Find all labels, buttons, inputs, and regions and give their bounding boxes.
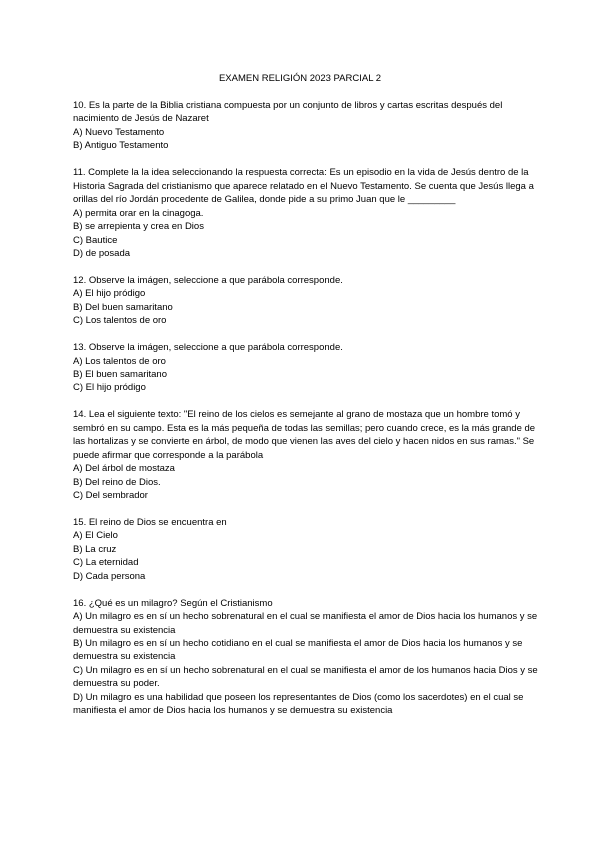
question-12 <box>73 274 538 328</box>
answer-option: A) Los talentos de oro <box>73 355 166 367</box>
answer-option: A) Nuevo Testamento <box>73 126 165 138</box>
question-text: 16. ¿Qué es un milagro? Según el Cristianismo <box>73 597 273 609</box>
answer-option: C) El hijo pródigo <box>73 382 146 394</box>
answer-option: B) El buen samaritano <box>73 369 167 381</box>
answer-option: A) permita orar en la cinagoga. <box>73 207 204 219</box>
answer-option: A) Del árbol de mostaza <box>73 463 175 475</box>
answer-option: A) El hijo pródigo <box>73 288 146 300</box>
question-10 <box>73 99 538 153</box>
question-text: 13. Observe la imágen, seleccione a que parábola corresponde. <box>73 342 343 354</box>
question-list <box>73 99 538 731</box>
answer-option: B) Del buen samaritano <box>73 301 173 313</box>
question-14 <box>73 408 538 502</box>
answer-option: B) se arrepienta y crea en Dios <box>73 221 204 233</box>
answer-option: D) Un milagro es una habilidad que poseen los representantes de Dios (como los sacerdotes) en el cual se manifiesta el amor de Dios hacia los humanos y se demuestra su existencia <box>73 691 524 717</box>
answer-option: C) La eternidad <box>73 557 139 569</box>
question-16 <box>73 597 538 718</box>
question-text: 12. Observe la imágen, seleccione a que parábola corresponde. <box>73 274 343 286</box>
question-text: 11. Complete la la idea seleccionando la respuesta correcta: Es un episodio en la vida de Jesús dentro de la Historia Sagrada del cristianismo que aparece relatado en el Nuevo Testamento. Se cuenta que Jesús llega a orillas del río Jordán procedente de Galilea, donde pide a su primo Juan que le _________ <box>73 167 534 206</box>
answer-option: C) Bautice <box>73 234 118 246</box>
answer-option: C) Los talentos de oro <box>73 315 167 327</box>
answer-option: C) Del sembrador <box>73 490 148 502</box>
answer-option: B) La cruz <box>73 543 117 555</box>
answer-option: A) Un milagro es en sí un hecho sobrenatural en el cual se manifiesta el amor de Dios hacia los humanos y se demuestra su existencia <box>73 611 538 636</box>
answer-option: B) Antiguo Testamento <box>73 140 169 152</box>
answer-option: A) El Cielo <box>73 530 118 542</box>
exam-title: EXAMEN RELIGIÓN 2023 PARCIAL 2 <box>218 73 382 84</box>
question-text: 14. Lea el siguiente texto: "El reino de los cielos es semejante al grano de mostaza que un hombre tomó y sembró en su campo. Esta es la más pequeña de todas las semillas; pero cuando crece, es la más grande de las hortalizas y se convierte en árbol, de modo que vienen las aves del cielo y hacen nidos en sus ramas." Se puede afirmar que corresponde a la parábola <box>73 409 536 461</box>
answer-option: B) Del reino de Dios. <box>73 476 161 488</box>
question-15 <box>73 516 538 583</box>
question-13 <box>73 341 538 395</box>
question-text: 10. Es la parte de la Biblia cristiana compuesta por un conjunto de libros y cartas escritas después del nacimiento de Jesús de Nazaret <box>73 100 503 125</box>
answer-option: D) Cada persona <box>73 570 146 582</box>
answer-option: C) Un milagro es en sí un hecho sobrenatural en el cual se manifiesta el amor de los humanos hacia Dios y se demuestra su poder. <box>73 664 538 690</box>
question-11 <box>73 166 538 260</box>
question-text: 15. El reino de Dios se encuentra en <box>73 516 227 528</box>
answer-option: D) de posada <box>73 247 131 259</box>
answer-option: B) Un milagro es en sí un hecho cotidiano en el cual se manifiesta el amor de Dios hacia los humanos y se demuestra su existencia <box>73 638 523 663</box>
